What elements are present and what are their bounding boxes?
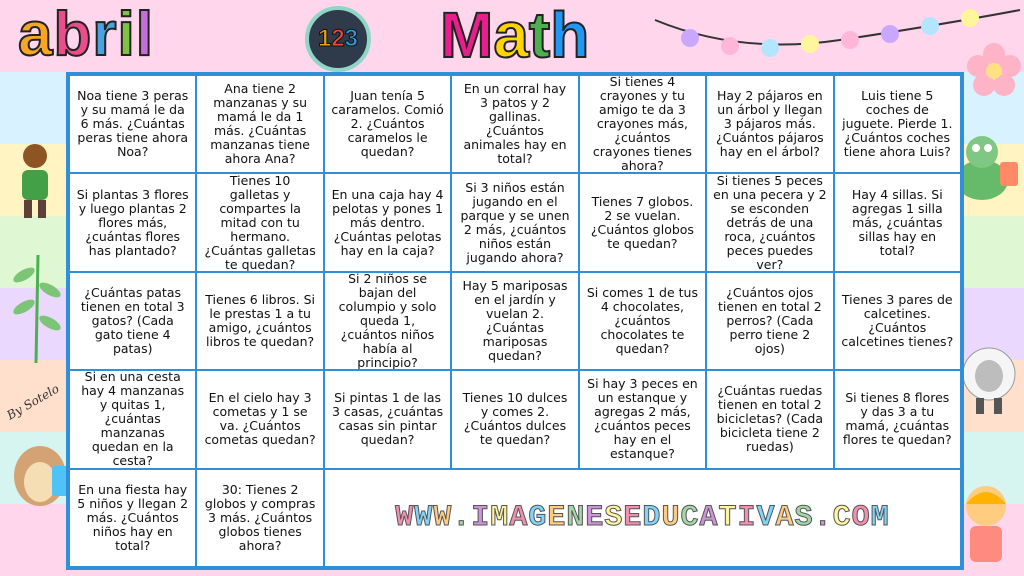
problem-card: Si plantas 3 flores y luego plantas 2 flores más, ¿cuántas flores has plantado? <box>69 173 196 271</box>
problem-card: En el cielo hay 3 cometas y 1 se va. ¿Cuántos cometas quedan? <box>196 370 323 468</box>
month-title <box>18 0 154 69</box>
big-flower-icon <box>966 42 1022 98</box>
numbers-badge <box>305 6 371 72</box>
url-letter: U <box>661 500 681 535</box>
problem-card: Si 2 niños se bajan del columpio y solo queda 1, ¿cuántos niños había al principio? <box>324 272 451 370</box>
url-letter: T <box>718 500 738 535</box>
problem-card: Ana tiene 2 manzanas y su mamá le da 1 más. ¿Cuántas manzanas tiene ahora Ana? <box>196 75 323 173</box>
url-letter: S <box>604 500 624 535</box>
url-letter: I <box>737 500 757 535</box>
problem-card: Tienes 10 galletas y compartes la mitad con tu hermano. ¿Cuántas galletas te quedan? <box>196 173 323 271</box>
problem-card: Luis tiene 5 coches de juguete. Pierde 1. ¿Cuántos coches tiene ahora Luis? <box>834 75 961 173</box>
flower-icon <box>761 39 779 57</box>
problem-card: Hay 4 sillas. Si agregas 1 silla más, ¿cuántas sillas hay en total? <box>834 173 961 271</box>
math-title-letter: h <box>550 0 590 71</box>
badge-digit: 2 <box>331 25 345 52</box>
url-letter: E <box>585 500 605 535</box>
problem-card: Juan tenía 5 caramelos. Comió 2. ¿Cuántos caramelos le quedan? <box>324 75 451 173</box>
signature: By Sotelo <box>4 381 62 423</box>
problem-card: ¿Cuántas patas tienen en total 3 gatos? (Cada gato tiene 4 patas) <box>69 272 196 370</box>
problem-card: Si en una cesta hay 4 manzanas y quitas 1, ¿cuántas manzanas quedan en la cesta? <box>69 370 196 468</box>
badge-digit: 3 <box>344 25 359 52</box>
flower-icon <box>961 9 979 27</box>
url-letter: E <box>547 500 567 535</box>
url-letter: C <box>832 500 852 535</box>
flower-icon <box>881 25 899 43</box>
url-letter: M <box>870 500 890 535</box>
website-url[interactable] <box>324 469 961 567</box>
math-title <box>440 0 589 70</box>
month-title-letter: r <box>92 0 118 69</box>
problem-card: Si tienes 4 crayones y tu amigo te da 3 crayones más, ¿cuántos crayones tienes ahora? <box>579 75 706 173</box>
month-title-letter: a <box>18 0 54 69</box>
url-letter: E <box>623 500 643 535</box>
sheep-icon <box>956 340 1022 416</box>
problem-card: Tienes 6 libros. Si le prestas 1 a tu amigo, ¿cuántos libros te quedan? <box>196 272 323 370</box>
problem-card: Noa tiene 3 peras y su mamá le da 6 más. ¿Cuántas peras tiene ahora Noa? <box>69 75 196 173</box>
flower-icon <box>681 29 699 47</box>
problem-card: 30: Tienes 2 globos y compras 3 más. ¿Cuántos globos tienes ahora? <box>196 469 323 567</box>
problem-card: Tienes 3 pares de calcetines. ¿Cuántos calcetines tienes? <box>834 272 961 370</box>
math-title-letter: M <box>440 0 494 71</box>
problem-card: ¿Cuántas ruedas tienen en total 2 bicicletas? (Cada bicicleta tiene 2 ruedas) <box>706 370 833 468</box>
problem-card: En una caja hay 4 pelotas y pones 1 más dentro. ¿Cuántas pelotas hay en la caja? <box>324 173 451 271</box>
flower-icon <box>841 31 859 49</box>
url-letter: I <box>471 500 491 535</box>
month-title-letter: i <box>117 0 136 69</box>
problem-card: Si hay 3 peces en un estanque y agregas 2 más, ¿cuántos peces hay en el estanque? <box>579 370 706 468</box>
problem-card: En una fiesta hay 5 niños y llegan 2 más. ¿Cuántos niños hay en total? <box>69 469 196 567</box>
url-letter: W <box>414 500 434 535</box>
url-letter: W <box>395 500 415 535</box>
url-letter: . <box>452 500 472 535</box>
problem-card: Tienes 7 globos. 2 se vuelan. ¿Cuántos globos te quedan? <box>579 173 706 271</box>
url-letter: M <box>490 500 510 535</box>
url-letter: A <box>509 500 529 535</box>
leaf-branch-icon <box>8 245 64 365</box>
problem-card: Si tienes 5 peces en una pecera y 2 se esconden detrás de una roca, ¿cuántos peces puedes ver? <box>706 173 833 271</box>
problem-card: Tienes 10 dulces y comes 2. ¿Cuántos dulces te quedan? <box>451 370 578 468</box>
url-letter: G <box>528 500 548 535</box>
flower-icon <box>921 17 939 35</box>
problem-card: Si pintas 1 de las 3 casas, ¿cuántas casas sin pintar quedan? <box>324 370 451 468</box>
url-letter: O <box>851 500 871 535</box>
child-icon <box>8 140 62 222</box>
problem-card: Si tienes 8 flores y das 3 a tu mamá, ¿cuántas flores te quedan? <box>834 370 961 468</box>
url-letter: S <box>794 500 814 535</box>
url-letter: . <box>813 500 833 535</box>
problem-calendar-grid <box>66 72 964 570</box>
problem-card: Hay 2 pájaros en un árbol y llegan 3 pájaros más. ¿Cuántos pájaros hay en el árbol? <box>706 75 833 173</box>
problem-card: Hay 5 mariposas en el jardín y vuelan 2. ¿Cuántas mariposas quedan? <box>451 272 578 370</box>
url-letter: A <box>699 500 719 535</box>
problem-card: Si 3 niños están jugando en el parque y se unen 2 más, ¿cuántos niños están jugando ahora? <box>451 173 578 271</box>
problem-card: En un corral hay 3 patos y 2 gallinas. ¿Cuántos animales hay en total? <box>451 75 578 173</box>
url-letter: W <box>433 500 453 535</box>
flower-icon <box>801 35 819 53</box>
flower-icon <box>721 37 739 55</box>
month-title-letter: b <box>53 0 93 69</box>
url-letter: V <box>756 500 776 535</box>
math-title-letter: a <box>493 0 529 71</box>
month-title-letter: l <box>135 0 154 69</box>
problem-card: ¿Cuántos ojos tienen en total 2 perros? (Cada perro tiene 2 ojos) <box>706 272 833 370</box>
url-letter: A <box>775 500 795 535</box>
url-letter: C <box>680 500 700 535</box>
url-letter: N <box>566 500 586 535</box>
math-title-letter: t <box>528 0 551 71</box>
badge-digit: 1 <box>317 25 332 52</box>
url-letter: D <box>642 500 662 535</box>
problem-card: Si comes 1 de tus 4 chocolates, ¿cuántos chocolates te quedan? <box>579 272 706 370</box>
